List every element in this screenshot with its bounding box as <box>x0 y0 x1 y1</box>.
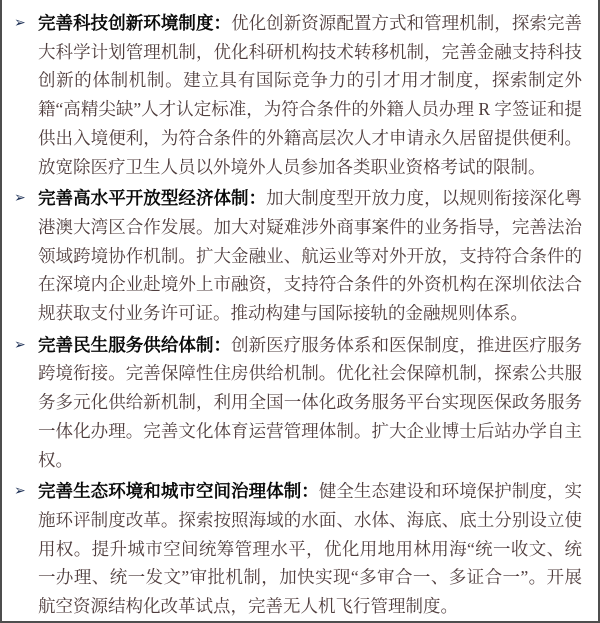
arrow-bullet-icon: ➢ <box>14 483 26 500</box>
item-body: 加大制度型开放力度，以规则衔接深化粤港澳大湾区合作发展。加大对疑难涉外商事案件的业务指导，完善法治领域跨境协作机制。扩大金融业、航运业等对外开放，支持符合条件的在深境内企业赴境外上市融资，支持符合条件的外资机构在深圳依法合规获取支付业务许可证。推动构建与国际接轨的金融规则体系。 <box>38 188 583 324</box>
bullet-item <box>14 184 582 328</box>
item-body: 创新医疗服务体系和医保制度，推进医疗服务跨境衔接。完善保障性住房供给机制。优化社会保障机制，探索公共服务多元化供给新机制，利用全国一体化政务服务平台实现医保政务服务一体化办理。完善文化体育运营管理体制。扩大企业博士后站办学自主权。 <box>38 334 583 470</box>
arrow-bullet-icon: ➢ <box>14 15 26 31</box>
item-title: 完善生态环境和城市空间治理体制： <box>38 481 319 502</box>
bullet-item <box>14 9 582 181</box>
arrow-bullet-icon: ➢ <box>14 336 26 353</box>
arrow-bullet-icon: ➢ <box>14 190 26 207</box>
item-title: 完善民生服务供给体制： <box>38 334 232 355</box>
item-body: 优化创新资源配置方式和管理机制，探索完善大科学计划管理机制，优化科研机构技术转移机制，完善金融支持科技创新的体制机制。建立具有国际竞争力的引才用才制度，探索制定外籍“高精尖缺”人才认定标准，为符合条件的外籍人员办理 R 字签证和提供出入境便利，为符合条件的外籍高层次人才申请永久居留提供便利。放宽除医疗卫生人员以外境外人员参加各类职业资格考试的限制。 <box>38 13 583 177</box>
item-paragraph <box>38 331 582 475</box>
bullet-item <box>14 331 582 475</box>
item-paragraph <box>38 9 582 181</box>
item-body: 健全生态建设和环境保护制度，实施环评制度改革。探索按照海域的水面、水体、海底、底土分别设立使用权。提升城市空间统筹管理水平，优化用地用林用海“统一收文、统一办理、统一发文”审批机制，加快实现“多审合一、多证合一”。开展航空资源结构化改革试点，完善无人机飞行管理制度。 <box>38 481 583 617</box>
item-paragraph <box>38 477 582 621</box>
bullet-item <box>14 477 582 621</box>
item-title: 完善高水平开放型经济体制： <box>38 188 267 209</box>
item-paragraph <box>38 184 582 328</box>
item-title: 完善科技创新环境制度： <box>38 13 232 33</box>
